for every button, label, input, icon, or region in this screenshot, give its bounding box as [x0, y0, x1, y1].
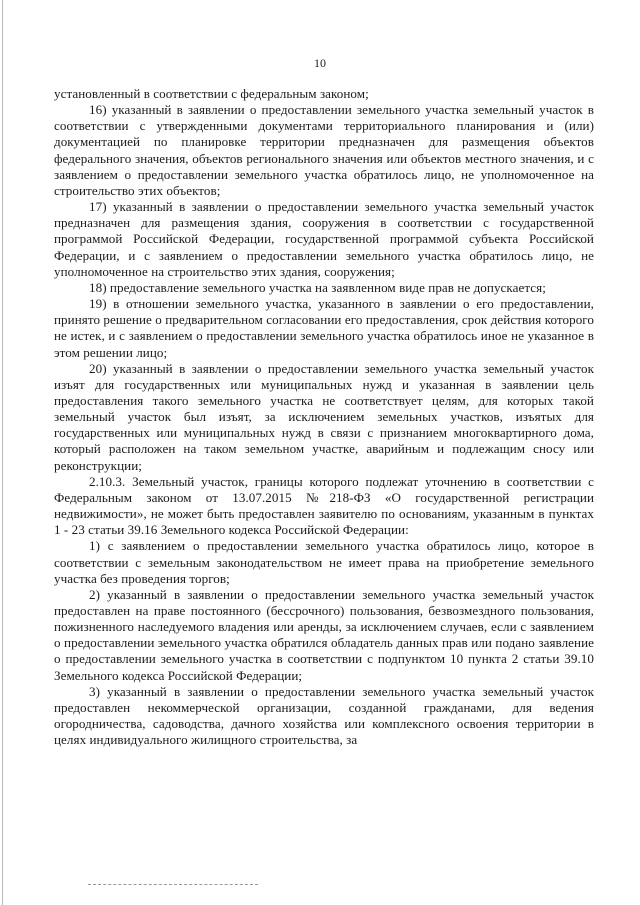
- footer-rule: [88, 884, 258, 885]
- paragraph: 2.10.3. Земельный участок, границы которого подлежат уточнению в соответствии с Федеральным законом от 13.07.2015 №218-ФЗ «О государственной регистрации недвижимости», не может быть предоставлен заявителю по основаниям, указанным в пунктах 1 - 23 статьи 39.16 Земельного кодекса Российской Федерации:: [54, 473, 594, 538]
- paragraph: 2) указанный в заявлении о предоставлении земельного участка земельный участок предоставлен на праве постоянного (бессрочного) пользования, безвозмездного пользования, пожизненного наследуемого владения или аренды, за исключением случаев, если с заявлением о предоставлении земельного участка обратился обладатель данных прав или подано заявление о предоставлении земельного участка в соответствии с подпунктом 10 пункта 2 статьи 39.10 Земельного кодекса Российской Федерации;: [54, 586, 594, 683]
- paragraph: 1) с заявлением о предоставлении земельного участка обратилось лицо, которое в соответствии с земельным законодательством не имеет права на приобретение земельного участка без проведения торгов;: [54, 538, 594, 586]
- paragraph: 3) указанный в заявлении о предоставлении земельного участка земельный участок предоставлен некоммерческой организации, созданной гражданами, для ведения огородничества, садоводства, дачного хозяйства или комплексного освоения территории в целях индивидуального жилищного строительства, за: [54, 683, 594, 748]
- document-body: [54, 86, 594, 748]
- paragraph: установленный в соответствии с федеральным законом;: [54, 86, 369, 101]
- paragraph: 18) предоставление земельного участка на заявленном виде прав не допускается;: [89, 279, 546, 295]
- paragraph: 20) указанный в заявлении о предоставлении земельного участка земельный участок изъят для государственных или муниципальных нужд и указанная в заявлении цель предоставления такого земельного участка не соответствует целям, для которых такой земельный участок был изъят, за исключением земельных участков, изъятых для государственных или муниципальных нужд в связи с признанием многоквартирного дома, который расположен на таком земельном участке, аварийным и подлежащим сносу или реконструкции;: [54, 360, 594, 473]
- paragraph: 16) указанный в заявлении о предоставлении земельного участка земельный участок в соответствии с утвержденными документами территориального планирования и (или) документацией по планировке территории предназначен для размещения объектов федерального значения, объектов регионального значения или объектов местного значения, и с заявлением о предоставлении земельного участка обратилось лицо, не уполномоченное на строительство этих объектов;: [54, 102, 594, 198]
- paragraph: 19) в отношении земельного участка, указанного в заявлении о его предоставлении, принято решение о предварительном согласовании его предоставления, срок действия которого не истек, и с заявлением о предоставлении земельного участка обратилось иное не указанное в этом решении лицо;: [54, 296, 594, 360]
- scan-edge-line: [2, 0, 3, 905]
- paragraph: 17) указанный в заявлении о предоставлении земельного участка земельный участок предназначен для размещения здания, сооружения в соответствии с государственной программой Российской Федерации, государственной программой субъекта Российской Федерации, и с заявлением о предоставлении земельного участка обратилось лицо, не уполномоченное на строительство этих здания, сооружения;: [54, 199, 594, 279]
- page-number: 10: [314, 56, 326, 70]
